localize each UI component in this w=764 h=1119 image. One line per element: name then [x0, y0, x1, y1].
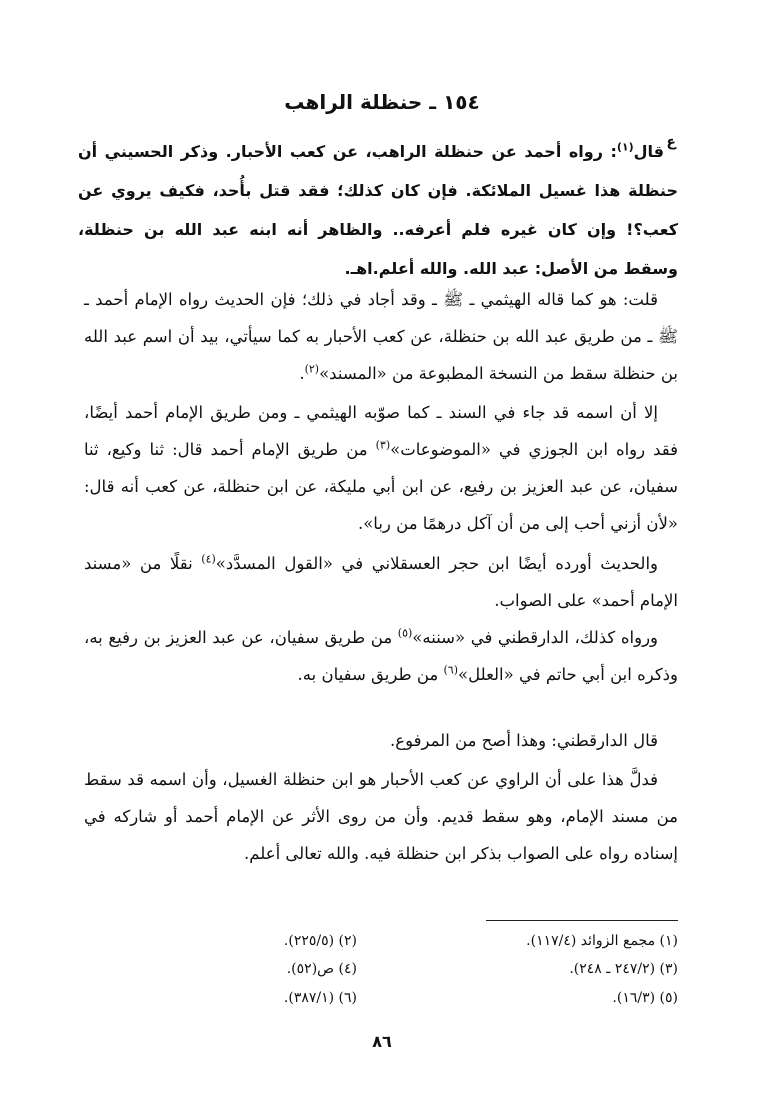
footnote: (٣) (٢٤٧/٢ ـ ٢٤٨).	[569, 961, 678, 977]
paragraph-text: فدلَّ هذا على أن الراوي عن كعب الأحبار هو ابن حنظلة الغسيل، وأن اسمه قد سقط من مسند الإمام، وهو سقط قديم. وأن من روى الأثر عن الإمام أحمد أو شاركه في إسناده رواه على الصواب بذكر ابن حنظلة فيه. والله تعالى أعلم.	[84, 770, 678, 863]
page-number: ٨٦	[372, 1032, 392, 1051]
quote-source-mark: ع	[666, 134, 676, 150]
quote-lead: قال	[633, 142, 664, 161]
footnote: (٤) ص(٥٢).	[286, 961, 357, 977]
paragraph-text: .	[299, 364, 305, 383]
paragraph-text: ورواه كذلك، الدارقطني في «سننه»	[412, 628, 659, 647]
footnote: (٢) (٢٢٥/٥).	[283, 933, 357, 949]
footnote: (١) مجمع الزوائد (١١٧/٤).	[526, 933, 678, 949]
footnote: (٦) (٣٨٧/١).	[283, 990, 357, 1006]
paragraph-text: إلا أن اسمه قد جاء في السند ـ كما صوّبه الهيثمي ـ ومن طريق الإمام أحمد أيضًا، فقد رواه ابن الجوزي في «الموضوعات»	[84, 403, 679, 459]
paragraph	[84, 722, 678, 759]
footnote-ref: (١)	[616, 140, 634, 154]
footnote-ref: (٢)	[304, 362, 320, 376]
footnote-ref: (٦)	[443, 663, 459, 677]
paragraph-text: من طريق سفيان، عن عبد العزيز بن رفيع به، وذكره ابن أبي حاتم في «العلل»	[84, 628, 678, 684]
section-title: ١٥٤ ـ حنظلة الراهب	[284, 90, 480, 114]
footnote-separator	[486, 920, 678, 921]
paragraph	[84, 619, 678, 693]
paragraph-text: قال الدارقطني: وهذا أصح من المرفوع.	[390, 731, 658, 750]
footnote-ref: (٣)	[375, 438, 391, 452]
paragraph-text: من طريق سفيان به.	[297, 665, 444, 684]
quoted-passage	[78, 132, 678, 288]
paragraph	[84, 281, 678, 392]
paragraph	[84, 761, 678, 872]
footnote: (٥) (١٦/٣).	[612, 990, 678, 1006]
footnote-ref: (٤)	[201, 552, 216, 566]
footnote-ref: (٥)	[397, 626, 413, 640]
paragraph	[84, 394, 678, 542]
paragraph-text: والحديث أورده أيضًا ابن حجر العسقلاني في «القول المسدَّد»	[215, 554, 658, 573]
quote-text: : رواه أحمد عن حنظلة الراهب، عن كعب الأحبار. وذكر الحسيني أن حنظلة هذا غسيل الملائكة. فإن كان كذلك؛ فقد قتل بأُحد، فكيف يروي عن كعب؟! وإن كان غيره فلم أعرفه.. والظاهر أنه ابنه عبد الله بن حنظلة، وسقط من الأصل: عبد الله. والله أعلم.اهـ.	[78, 142, 678, 278]
paragraph-text: من طريق الإمام أحمد قال: ثنا وكيع، ثنا سفيان، عن عبد العزيز بن رفيع، عن ابن أبي مليكة، عن ابن حنظلة، عن كعب أنه قال: «لأن أزني أحب إلى من أن آكل درهمًا من ربا».	[84, 440, 678, 533]
paragraph-text: قلت: هو كما قاله الهيثمي ـ ﷺ ـ وقد أجاد في ذلك؛ فإن الحديث رواه الإمام أحمد ـ ﷺ ـ من طريق عبد الله بن حنظلة، عن كعب الأحبار به كما سيأتي، بيد أن اسم عبد الله بن حنظلة سقط من النسخة المطبوعة من «المسند»	[84, 290, 678, 383]
paragraph	[84, 545, 678, 619]
paragraph-text: نقلًا من «مسند الإمام أحمد» على الصواب.	[84, 554, 678, 610]
